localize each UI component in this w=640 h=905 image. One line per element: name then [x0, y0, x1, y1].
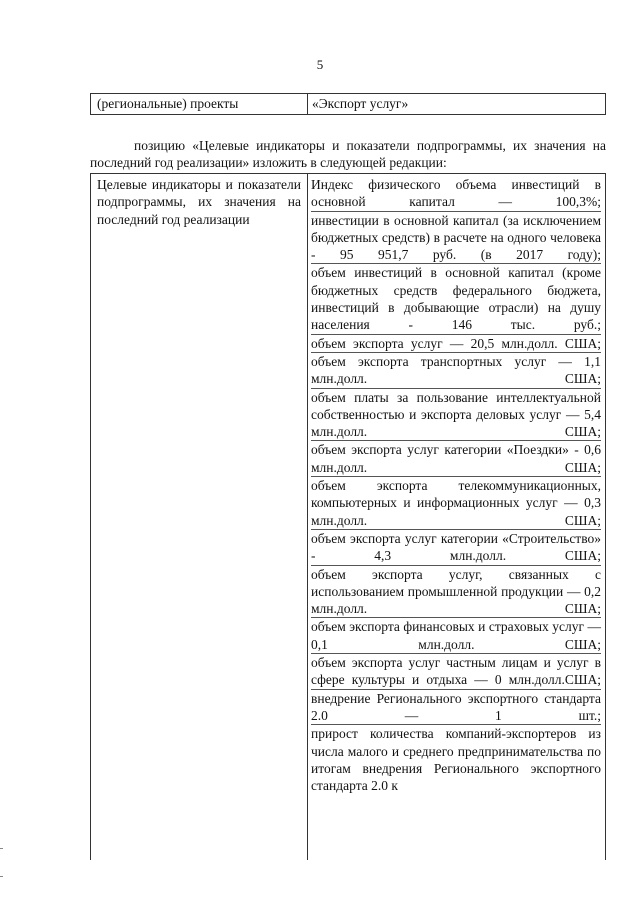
indicator-item: объем инвестиций в основной капитал (кроме бюджетных средств федерального бюджета, инвестиций в добывающие отрасли) на душу населения - 146 тыс. руб.;: [311, 264, 601, 334]
indicator-item: объем экспорта транспортных услуг — 1,1 млн.долл. США;: [311, 353, 601, 389]
indicator-item: Индекс физического объема инвестиций в основной капитал — 100,3%;: [311, 176, 601, 212]
project-value-cell: «Экспорт услуг»: [312, 96, 409, 111]
indicator-item: объем экспорта телекоммуникационных, компьютерных и информационных услуг — 0,3 млн.долл. США;: [311, 477, 601, 530]
indicator-item: объем экспорта финансовых и страховых услуг — 0,1 млн.долл. США;: [311, 618, 601, 654]
indicator-item: объем платы за пользование интеллектуальной собственностью и экспорта деловых услуг — 5,4 млн.долл. США;: [311, 389, 601, 442]
indicator-item: внедрение Регионального экспортного стандарта 2.0 — 1 шт.;: [311, 690, 601, 726]
scan-margin-mark: [0, 848, 3, 849]
indicator-item: объем экспорта услуг, связанных с использованием промышленной продукции — 0,2 млн.долл. США;: [311, 566, 601, 619]
indicator-item: объем экспорта услуг — 20,5 млн.долл. США;: [311, 335, 601, 353]
indicator-item: объем экспорта услуг категории «Строительство» - 4,3 млн.долл. США;: [311, 530, 601, 566]
project-label-cell: (региональные) проекты: [91, 94, 308, 114]
indicator-item: прирост количества компаний-экспортеров из числа малого и среднего предпринимательства по итогам внедрения Регионального экспортного стандарта 2.0 к: [311, 726, 601, 794]
indicator-item: объем экспорта услуг категории «Поездки» - 0,6 млн.долл. США;: [311, 441, 601, 477]
indicators-heading-cell: Целевые индикаторы и показатели подпрограммы, их значения на последний год реализации: [91, 174, 308, 860]
indicator-item: инвестиции в основной капитал (за исключением бюджетных средств) в расчете на одного человека - 95 951,7 руб. (в 2017 году);: [311, 212, 601, 265]
indicator-item: объем экспорта услуг частным лицам и услуг в сфере культуры и отдыха — 0 млн.долл.США;: [311, 654, 601, 690]
page-number: 5: [316, 57, 324, 72]
intro-paragraph: позицию «Целевые индикаторы и показатели подпрограммы, их значения на последний год реализации» изложить в следующей редакции:: [90, 138, 606, 170]
project-table-row: [90, 93, 606, 115]
scan-margin-mark: [0, 876, 3, 877]
indicators-list-cell: [308, 174, 605, 860]
indicators-table: [90, 173, 606, 860]
